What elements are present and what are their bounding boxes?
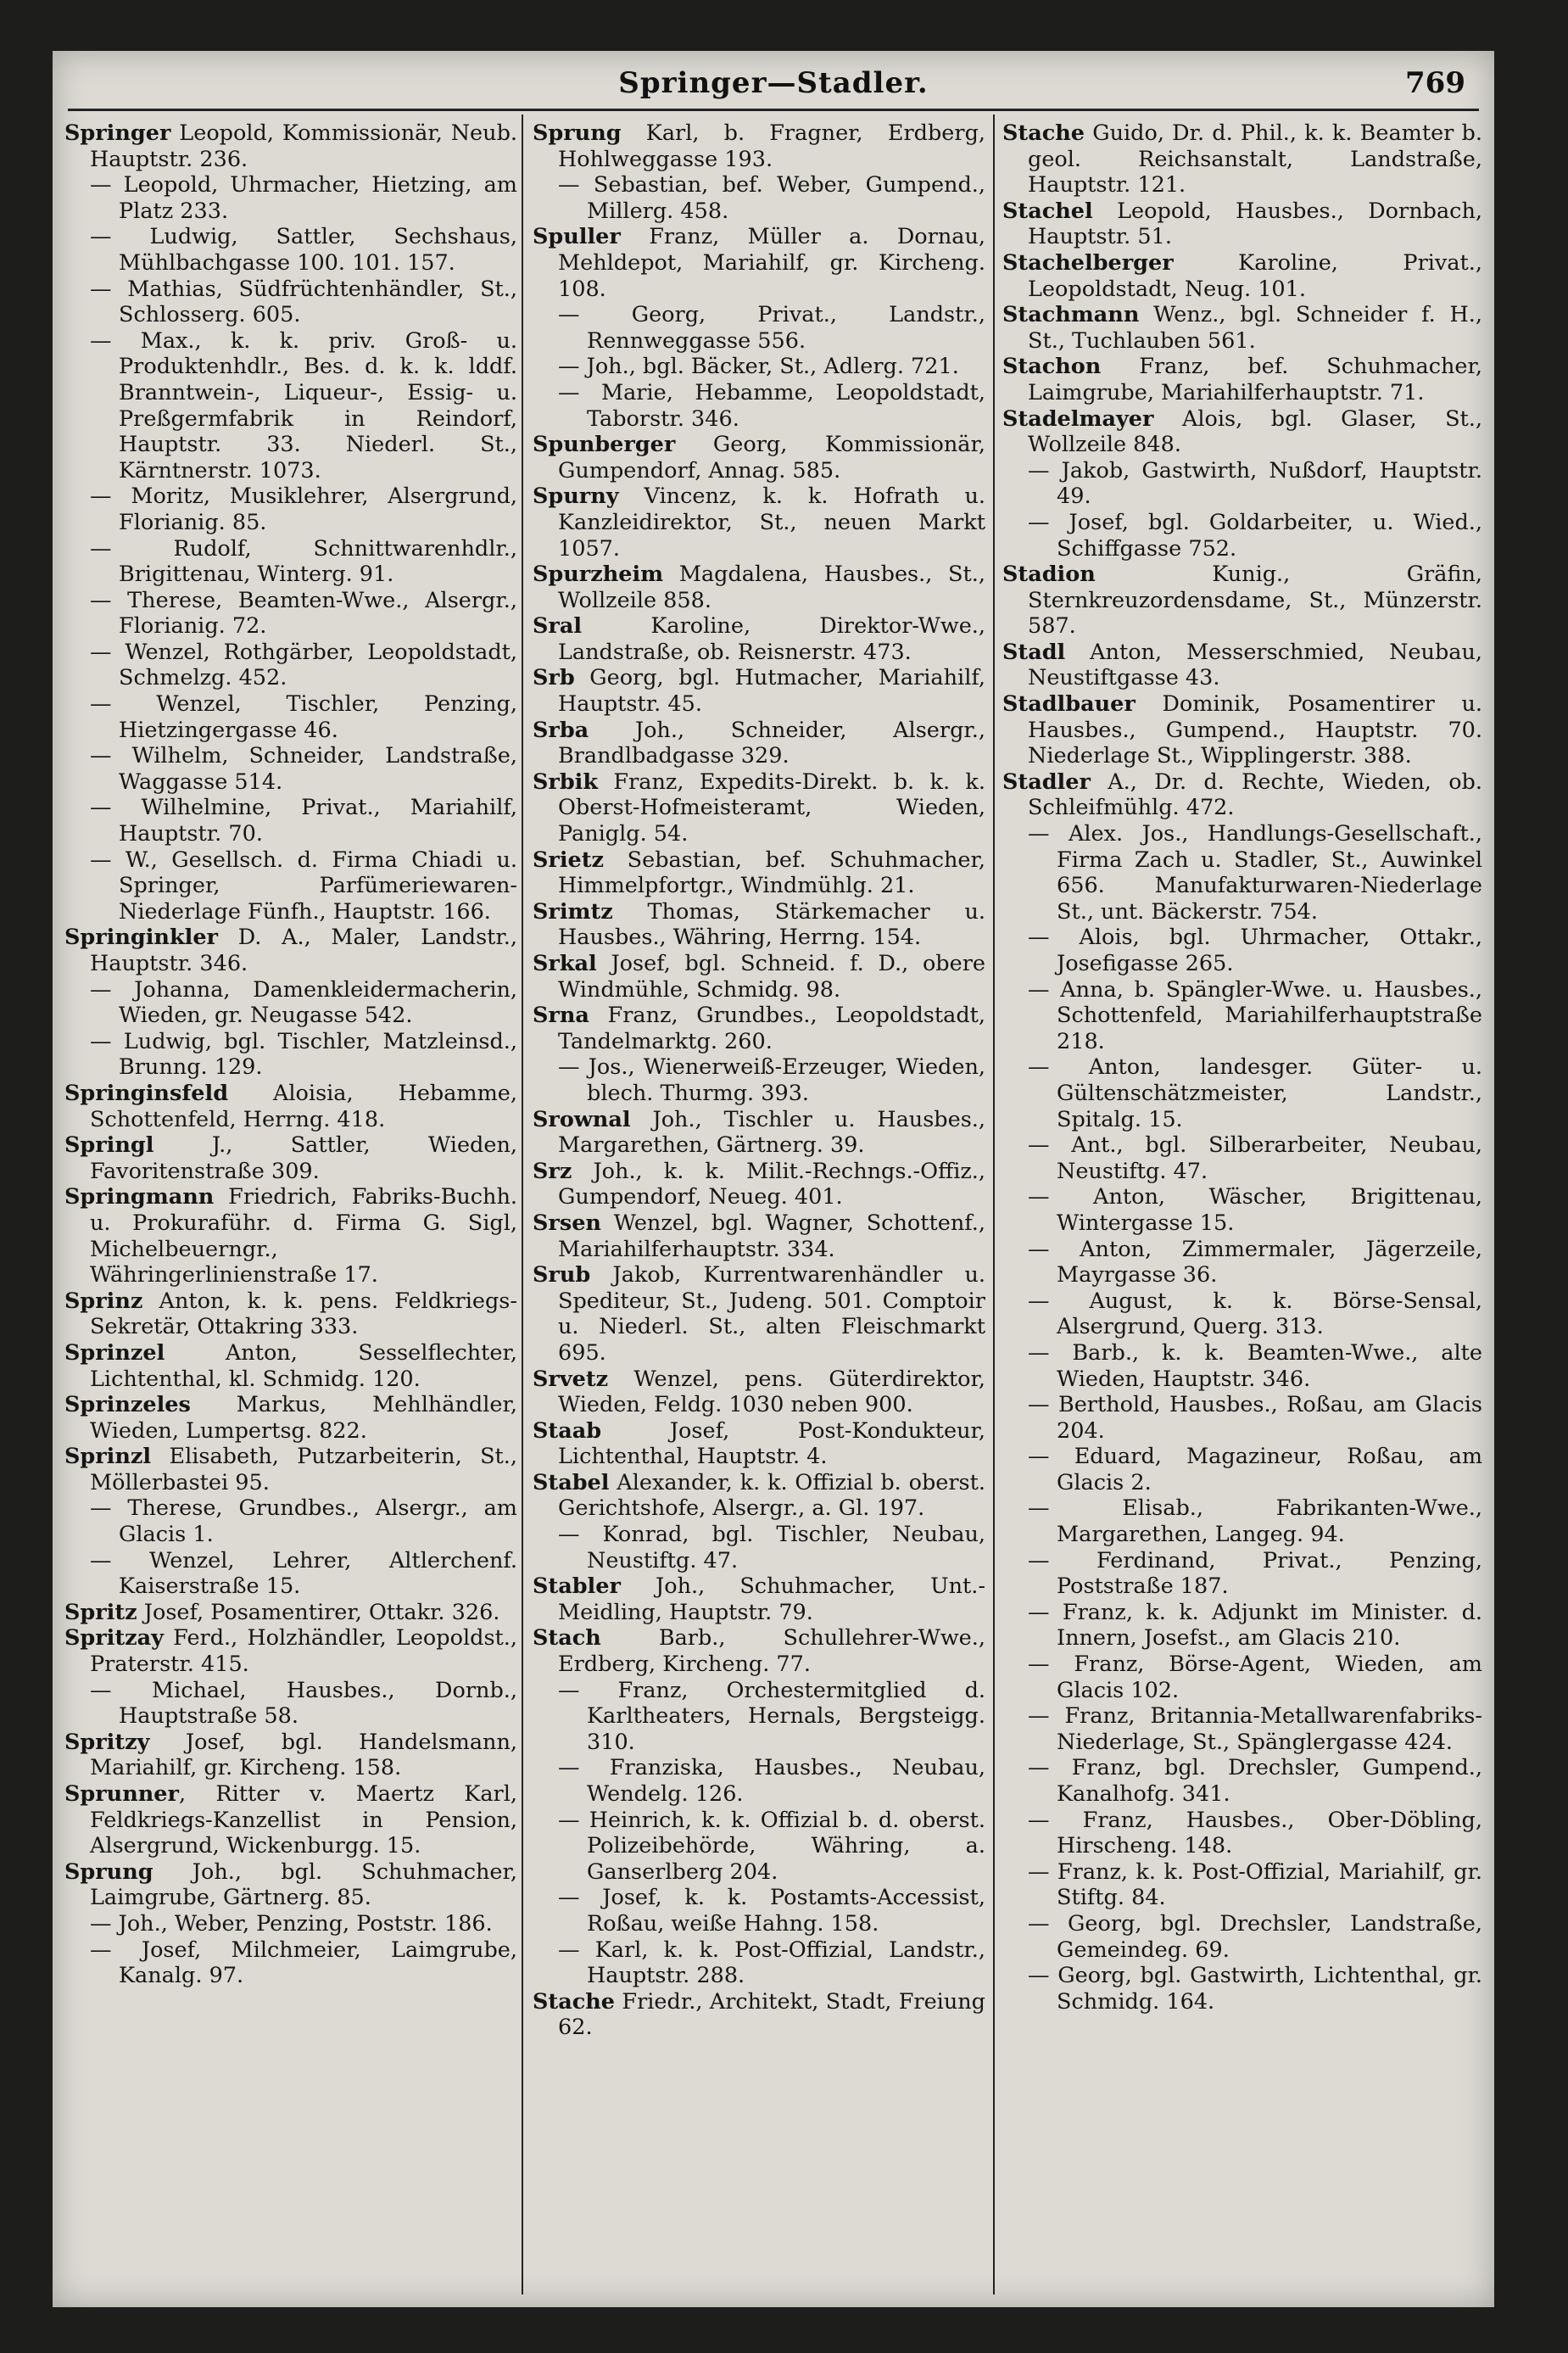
entry-surname: Sprung <box>64 1858 153 1885</box>
entry-details: Josef, Posamentirer, Ottakr. 326. <box>137 1599 500 1625</box>
entry-surname: Stadlbauer <box>1002 691 1136 718</box>
entry-details: Sebastian, bef. Schuhmacher, Himmelpfortgr., Windmühlg. 21. <box>558 847 985 899</box>
directory-entry <box>533 1210 985 1262</box>
entry-details: — Joh., bgl. Bäcker, St., Adlerg. 721. <box>558 354 959 380</box>
entry-surname: Srimtz <box>533 898 613 925</box>
directory-entry <box>533 120 985 172</box>
entry-details: Leopold, Kommissionär, Neub. Hauptstr. 236. <box>90 120 517 172</box>
entry-surname: Spuller <box>533 224 621 250</box>
directory-entry <box>1002 1237 1482 1288</box>
directory-entry <box>1002 1755 1482 1807</box>
directory-entry <box>533 354 985 380</box>
directory-entry <box>1002 1184 1482 1236</box>
entry-details: Magdalena, Hausbes., St., Wollzeile 858. <box>558 562 985 613</box>
directory-entry <box>64 743 517 795</box>
entry-surname: Stadl <box>1002 639 1066 665</box>
entry-details: — Barb., k. k. Beamten-Wwe., alte Wieden, Hauptstr. 346. <box>1028 1339 1482 1392</box>
entry-surname: Srbik <box>533 768 599 795</box>
entry-details: Anton, Sesselflechter, Lichtenthal, kl. Schmidg. 120. <box>90 1339 517 1392</box>
column-divider <box>993 115 995 2294</box>
directory-entry <box>533 951 985 1003</box>
directory-entry <box>1002 1911 1482 1963</box>
entry-details: — Georg, Privat., Landstr., Rennweggasse 556. <box>558 302 985 354</box>
directory-entry <box>533 847 985 899</box>
entry-details: — Ant., bgl. Silberarbeiter, Neubau, Neustiftg. 47. <box>1028 1132 1482 1184</box>
entry-details: Joh., Schneider, Alsergr., Brandlbadgasse 329. <box>558 717 985 769</box>
entry-surname: Srvetz <box>533 1366 609 1392</box>
directory-entry <box>533 1107 985 1159</box>
entry-surname: Stadion <box>1002 562 1096 588</box>
directory-entry <box>1002 354 1482 405</box>
column-2 <box>533 120 985 2300</box>
entry-surname: Stache <box>533 1988 616 2015</box>
entry-details: Vincenz, k. k. Hofrath u. Kanzleidirektor, St., neuen Markt 1057. <box>558 483 985 562</box>
entry-details: — Heinrich, k. k. Offizial b. d. oberst. Polizeibehörde, Währing, a. Ganserlberg 204. <box>558 1807 985 1885</box>
directory-entry <box>1002 1444 1482 1495</box>
entry-details: — Anton, Zimmermaler, Jägerzeile, Mayrgasse 36. <box>1028 1236 1482 1288</box>
entry-surname: Srownal <box>533 1106 631 1132</box>
entry-details: — Jakob, Gastwirth, Nußdorf, Hauptstr. 49. <box>1028 457 1482 510</box>
entry-details: Friedr., Architekt, Stadt, Freiung 62. <box>558 1988 985 2041</box>
entry-details: — Elisab., Fabrikanten-Wwe., Margarethen, Langeg. 94. <box>1028 1495 1482 1548</box>
directory-page <box>53 51 1494 2307</box>
directory-entry <box>533 1003 985 1054</box>
entry-details: — Ludwig, Sattler, Sechshaus, Mühlbachgasse 100. 101. 157. <box>90 224 517 276</box>
entry-surname: Sral <box>533 613 583 640</box>
entry-details: — Mathias, Südfrüchtenhändler, St., Schlosserg. 605. <box>90 276 517 328</box>
directory-entry <box>533 1522 985 1573</box>
entry-details: Franz, Müller a. Dornau, Mehldepot, Mariahilf, gr. Kircheng. 108. <box>558 224 985 302</box>
entry-surname: Spritzay <box>64 1625 164 1652</box>
entry-details: — Wenzel, Rothgärber, Leopoldstadt, Schmelzg. 452. <box>90 639 517 691</box>
directory-entry <box>64 1495 517 1547</box>
entry-surname: Stachelberger <box>1002 249 1174 276</box>
entry-surname: Srba <box>533 717 589 743</box>
directory-entry <box>533 665 985 717</box>
directory-entry <box>64 1081 517 1132</box>
directory-entry <box>1002 562 1482 640</box>
entry-details: — Josef, bgl. Goldarbeiter, u. Wied., Schiffgasse 752. <box>1028 509 1482 562</box>
entry-surname: Srz <box>533 1158 572 1184</box>
directory-entry <box>1002 1600 1482 1652</box>
entry-surname: Sprinzel <box>64 1339 165 1366</box>
directory-entry <box>1002 691 1482 769</box>
entry-details: J., Sattler, Wieden, Favoritenstraße 309. <box>90 1132 517 1184</box>
directory-entry <box>64 224 517 276</box>
entry-details: Jakob, Kurrentwarenhändler u. Spediteur, St., Judeng. 501. Comptoir u. Niederl. St., alten Fleischmarkt 695. <box>558 1262 985 1366</box>
entry-surname: Sprinzl <box>64 1444 152 1470</box>
entry-surname: Stachel <box>1002 198 1093 224</box>
entry-details: , Ritter v. Maertz Karl, Feldkriegs-Kanzellist in Pension, Alsergrund, Wickenburgg. 15. <box>90 1781 517 1859</box>
directory-entry <box>64 847 517 925</box>
entry-details: — Wilhelmine, Privat., Mariahilf, Hauptstr. 70. <box>90 795 517 847</box>
directory-entry <box>533 432 985 483</box>
entry-details: Barb., Schullehrer-Wwe., Erdberg, Kircheng. 77. <box>558 1625 985 1678</box>
entry-details: Anton, Messerschmied, Neubau, Neustiftgasse 43. <box>1028 639 1482 691</box>
column-1 <box>64 120 517 2300</box>
entry-details: Dominik, Posamentirer u. Hausbes., Gumpend., Hauptstr. 70. Niederlage St., Wipplingerstr. 388. <box>1028 691 1482 769</box>
entry-details: — Franz, Börse-Agent, Wieden, am Glacis 102. <box>1028 1652 1482 1703</box>
entry-details: — Marie, Hebamme, Leopoldstadt, Taborstr. 346. <box>558 379 985 432</box>
entry-details: — Wilhelm, Schneider, Landstraße, Waggasse 514. <box>90 743 517 795</box>
entry-details: — Berthold, Hausbes., Roßau, am Glacis 204. <box>1028 1392 1482 1444</box>
directory-entry <box>64 1625 517 1677</box>
entry-details: — W., Gesellsch. d. Firma Chiadi u. Springer, Parfümeriewaren-Niederlage Fünfh., Hauptstr. 166. <box>90 847 517 925</box>
directory-entry <box>64 120 517 172</box>
entry-surname: Sprinz <box>64 1288 143 1314</box>
entry-details: Josef, bgl. Schneid. f. D., obere Windmühle, Schmidg. 98. <box>558 951 985 1003</box>
directory-entry <box>64 1937 517 1989</box>
directory-entry <box>1002 1288 1482 1340</box>
entry-details: Markus, Mehlhändler, Wieden, Lumpertsg. 822. <box>90 1392 517 1444</box>
entry-surname: Sprunner <box>64 1781 179 1807</box>
directory-entry <box>1002 120 1482 198</box>
directory-entry <box>533 562 985 613</box>
column-3 <box>1002 120 1482 2300</box>
directory-entry <box>533 769 985 847</box>
entry-details: Josef, Post-Kondukteur, Lichtenthal, Hauptstr. 4. <box>558 1417 985 1470</box>
entry-details: Kunig., Gräfin, Sternkreuzordensdame, St., Münzerstr. 587. <box>1028 562 1482 640</box>
page-number: 769 <box>1405 66 1465 100</box>
entry-details: Karoline, Direktor-Wwe., Landstraße, ob. Reisnerstr. 473. <box>558 613 985 665</box>
entry-details: — Anton, Wäscher, Brigittenau, Wintergasse 15. <box>1028 1184 1482 1236</box>
directory-entry <box>64 1859 517 1911</box>
directory-entry <box>1002 1652 1482 1703</box>
entry-details: — Josef, Milchmeier, Laimgrube, Kanalg. 97. <box>90 1937 517 1989</box>
entry-surname: Spritz <box>64 1599 137 1625</box>
entry-details: — Ferdinand, Privat., Penzing, Poststraße 187. <box>1028 1547 1482 1600</box>
directory-entry <box>64 1600 517 1626</box>
directory-entry <box>1002 925 1482 976</box>
directory-entry <box>533 1418 985 1470</box>
directory-entry <box>533 1573 985 1625</box>
entry-details: — Eduard, Magazineur, Roßau, am Glacis 2. <box>1028 1444 1482 1495</box>
directory-entry <box>64 1678 517 1730</box>
directory-entry <box>64 277 517 328</box>
entry-details: — Wenzel, Lehrer, Altlerchenf. Kaiserstraße 15. <box>90 1547 517 1600</box>
entry-details: Georg, bgl. Hutmacher, Mariahilf, Hauptstr. 45. <box>558 665 985 718</box>
directory-entry <box>1002 821 1482 925</box>
entry-surname: Springinsfeld <box>64 1080 229 1106</box>
entry-details: Franz, Grundbes., Leopoldstadt, Tandelmarktg. 260. <box>558 1003 985 1054</box>
entry-surname: Spritzy <box>64 1729 150 1755</box>
directory-entry <box>64 977 517 1029</box>
entry-details: Joh., bgl. Schuhmacher, Laimgrube, Gärtnerg. 85. <box>90 1858 517 1911</box>
entry-details: — Anton, landesger. Güter- u. Gültenschätzmeister, Landstr., Spitalg. 15. <box>1028 1054 1482 1132</box>
directory-entry <box>64 1340 517 1392</box>
directory-entry <box>533 224 985 302</box>
directory-entry <box>64 1029 517 1081</box>
directory-entry <box>1002 977 1482 1055</box>
entry-details: — Wenzel, Tischler, Penzing, Hietzingergasse 46. <box>90 691 517 743</box>
directory-entry <box>64 1184 517 1288</box>
directory-entry <box>533 172 985 224</box>
directory-entry <box>64 691 517 743</box>
directory-entry <box>64 328 517 484</box>
entry-surname: Sprinzeles <box>64 1392 191 1418</box>
entry-surname: Sprung <box>533 120 622 146</box>
entry-surname: Stabel <box>533 1469 610 1495</box>
entry-surname: Stadler <box>1002 768 1091 795</box>
entry-details: — Konrad, bgl. Tischler, Neubau, Neustiftg. 47. <box>558 1522 985 1573</box>
directory-entry <box>533 1054 985 1106</box>
entry-details: — Joh., Weber, Penzing, Poststr. 186. <box>90 1910 493 1937</box>
entry-details: Franz, bef. Schuhmacher, Laimgrube, Mariahilferhauptstr. 71. <box>1028 354 1482 405</box>
directory-entry <box>533 613 985 665</box>
directory-entry <box>64 1548 517 1600</box>
entry-details: — Karl, k. k. Post-Offizial, Landstr., Hauptstr. 288. <box>558 1937 985 1989</box>
entry-surname: Spurzheim <box>533 562 664 588</box>
entry-details: Joh., Tischler u. Hausbes., Margarethen, Gärtnerg. 39. <box>558 1106 985 1159</box>
directory-entry <box>64 1781 517 1859</box>
directory-entry <box>1002 1392 1482 1444</box>
directory-entry <box>1002 510 1482 562</box>
entry-details: — Josef, k. k. Postamts-Accessist, Roßau, weiße Hahng. 158. <box>558 1885 985 1937</box>
entry-details: D. A., Maler, Landstr., Hauptstr. 346. <box>90 925 517 976</box>
entry-details: — Franz, k. k. Adjunkt im Minister. d. Innern, Josefst., am Glacis 210. <box>1028 1599 1482 1652</box>
directory-entry <box>64 1288 517 1340</box>
directory-entry <box>64 1730 517 1781</box>
entry-details: Friedrich, Fabriks-Buchh. u. Prokuraführ. d. Firma G. Sigl, Michelbeuerngr., Währingerlinienstraße 17. <box>90 1184 517 1288</box>
entry-surname: Srsen <box>533 1210 601 1236</box>
entry-details: — August, k. k. Börse-Sensal, Alsergrund, Querg. 313. <box>1028 1288 1482 1340</box>
entry-details: Wenzel, pens. Güterdirektor, Wieden, Feldg. 1030 neben 900. <box>558 1366 985 1418</box>
entry-details: Joh., k. k. Milit.-Rechngs.-Offiz., Gumpendorf, Neueg. 401. <box>558 1158 985 1210</box>
directory-entry <box>64 925 517 976</box>
entry-surname: Stabler <box>533 1573 621 1600</box>
entry-details: — Franz, Britannia-Metallwarenfabriks-Niederlage, St., Spänglergasse 424. <box>1028 1703 1482 1755</box>
entry-details: — Franz, bgl. Drechsler, Gumpend., Kanalhofg. 341. <box>1028 1755 1482 1807</box>
entry-details: Guido, Dr. d. Phil., k. k. Beamter b. geol. Reichsanstalt, Landstraße, Hauptstr. 121. <box>1028 120 1482 198</box>
entry-surname: Springmann <box>64 1184 215 1210</box>
entry-surname: Springer <box>64 120 171 146</box>
entry-details: Alexander, k. k. Offizial b. oberst. Gerichtshofe, Alsergr., a. Gl. 197. <box>558 1469 985 1522</box>
entry-surname: Staab <box>533 1417 602 1444</box>
entry-surname: Stach <box>533 1625 601 1652</box>
entry-surname: Stachmann <box>1002 302 1140 328</box>
directory-entry <box>1002 250 1482 302</box>
entry-details: — Therese, Beamten-Wwe., Alsergr., Florianig. 72. <box>90 587 517 640</box>
entry-details: Ferd., Holzhändler, Leopoldst., Praterstr. 415. <box>90 1625 517 1678</box>
directory-entry <box>1002 1703 1482 1755</box>
directory-entry <box>64 588 517 640</box>
column-divider <box>522 115 523 2294</box>
directory-entry <box>1002 458 1482 510</box>
directory-entry <box>1002 1808 1482 1859</box>
directory-entry <box>533 1367 985 1418</box>
entry-details: — Therese, Grundbes., Alsergr., am Glacis 1. <box>90 1495 517 1548</box>
entry-details: Karoline, Privat., Leopoldstadt, Neug. 101. <box>1028 249 1482 302</box>
entry-details: — Moritz, Musiklehrer, Alsergrund, Florianig. 85. <box>90 483 517 535</box>
directory-entry <box>533 1159 985 1210</box>
entry-details: Josef, bgl. Handelsmann, Mariahilf, gr. Kircheng. 158. <box>90 1729 517 1781</box>
directory-entry <box>1002 1340 1482 1392</box>
entry-details: Leopold, Hausbes., Dornbach, Hauptstr. 51. <box>1028 198 1482 250</box>
header-rule <box>68 109 1479 111</box>
directory-entry <box>533 302 985 354</box>
entry-details: — Franz, Orchestermitglied d. Karltheaters, Hernals, Bergsteigg. 310. <box>558 1677 985 1755</box>
entry-details: Aloisia, Hebamme, Schottenfeld, Herrng. 418. <box>90 1080 517 1132</box>
directory-entry <box>1002 769 1482 821</box>
entry-surname: Spurny <box>533 483 619 510</box>
entry-details: Franz, Expedits-Direkt. b. k. k. Oberst-Hofmeisteramt, Wieden, Paniglg. 54. <box>558 768 985 847</box>
directory-entry <box>64 536 517 588</box>
directory-entry <box>64 1392 517 1444</box>
directory-entry <box>64 1444 517 1495</box>
entry-surname: Stadelmayer <box>1002 405 1154 432</box>
directory-entry <box>1002 1495 1482 1547</box>
directory-entry <box>64 483 517 535</box>
entry-details: Karl, b. Fragner, Erdberg, Hohlweggasse 193. <box>558 120 985 172</box>
directory-entry <box>1002 1548 1482 1600</box>
entry-details: — Franz, k. k. Post-Offizial, Mariahilf, gr. Stiftg. 84. <box>1028 1858 1482 1911</box>
entry-details: — Michael, Hausbes., Dornb., Hauptstraße 58. <box>90 1677 517 1730</box>
directory-entry <box>1002 406 1482 458</box>
running-head: Springer—Stadler. <box>618 66 929 100</box>
entry-surname: Srkal <box>533 951 597 976</box>
entry-surname: Srna <box>533 1003 589 1029</box>
directory-entry <box>533 1470 985 1522</box>
directory-entry <box>533 1885 985 1937</box>
directory-entry <box>64 795 517 847</box>
directory-entry <box>533 380 985 432</box>
directory-entry <box>1002 640 1482 691</box>
directory-entry <box>533 483 985 562</box>
directory-entry <box>64 1911 517 1937</box>
entry-surname: Srb <box>533 665 575 691</box>
directory-entry <box>1002 1859 1482 1911</box>
directory-entry <box>533 718 985 769</box>
directory-entry <box>1002 1132 1482 1184</box>
entry-details: — Sebastian, bef. Weber, Gumpend., Millerg. 458. <box>558 172 985 224</box>
entry-details: — Ludwig, bgl. Tischler, Matzleinsd., Brunng. 129. <box>90 1028 517 1081</box>
directory-entry <box>1002 1054 1482 1132</box>
entry-surname: Spunberger <box>533 432 676 458</box>
entry-details: — Alois, bgl. Uhrmacher, Ottakr., Josefigasse 265. <box>1028 925 1482 976</box>
entry-details: — Jos., Wienerweiß-Erzeuger, Wieden, blech. Thurmg. 393. <box>558 1054 985 1106</box>
entry-details: — Georg, bgl. Drechsler, Landstraße, Gemeindeg. 69. <box>1028 1910 1482 1963</box>
entry-details: — Georg, bgl. Gastwirth, Lichtenthal, gr. Schmidg. 164. <box>1028 1963 1482 2015</box>
entry-details: Wenz., bgl. Schneider f. H., St., Tuchlauben 561. <box>1028 302 1482 354</box>
directory-entry <box>533 1678 985 1756</box>
directory-entry <box>533 1937 985 1989</box>
entry-details: A., Dr. d. Rechte, Wieden, ob. Schleifmühlg. 472. <box>1028 768 1482 821</box>
entry-surname: Srub <box>533 1262 591 1288</box>
entry-details: — Max., k. k. priv. Groß- u. Produktenhdlr., Bes. d. k. k. lddf. Branntwein-, Liqueur-, Essig- u. Preßgermfabrik in Reindorf, Hauptstr. 33. Niederl. St., Kärntnerstr. 1073. <box>90 327 517 483</box>
entry-details: Joh., Schuhmacher, Unt.-Meidling, Hauptstr. 79. <box>558 1573 985 1625</box>
directory-entry <box>533 1808 985 1886</box>
entry-surname: Stachon <box>1002 354 1102 380</box>
entry-details: — Alex. Jos., Handlungs-Gesellschaft., Firma Zach u. Stadler, St., Auwinkel 656. Manufakturwaren-Niederlage St., unt. Bäckerstr. 754. <box>1028 821 1482 925</box>
directory-entry <box>64 1132 517 1184</box>
directory-entry <box>533 1262 985 1366</box>
entry-details: Georg, Kommissionär, Gumpendorf, Annag. 585. <box>558 432 985 483</box>
directory-entry <box>1002 198 1482 250</box>
entry-surname: Srietz <box>533 847 605 873</box>
entry-surname: Springinkler <box>64 925 218 951</box>
directory-entry <box>533 1625 985 1677</box>
entry-details: — Anna, b. Spängler-Wwe. u. Hausbes., Schottenfeld, Mariahilferhauptstraße 218. <box>1028 976 1482 1054</box>
directory-entry <box>64 172 517 224</box>
directory-entry <box>1002 1963 1482 2015</box>
entry-details: — Leopold, Uhrmacher, Hietzing, am Platz 233. <box>90 172 517 224</box>
entry-details: Thomas, Stärkemacher u. Hausbes., Währing, Herrng. 154. <box>558 898 985 951</box>
directory-entry <box>1002 302 1482 354</box>
entry-details: — Franziska, Hausbes., Neubau, Wendelg. 126. <box>558 1755 985 1807</box>
directory-entry <box>533 1989 985 2041</box>
entry-details: Anton, k. k. pens. Feldkriegs-Sekretär, Ottakring 333. <box>90 1288 517 1340</box>
entry-details: — Franz, Hausbes., Ober-Döbling, Hirscheng. 148. <box>1028 1807 1482 1859</box>
entry-details: Wenzel, bgl. Wagner, Schottenf., Mariahilferhauptstr. 334. <box>558 1210 985 1262</box>
entry-surname: Stache <box>1002 120 1085 146</box>
directory-entry <box>533 899 985 951</box>
entry-surname: Springl <box>64 1132 154 1159</box>
directory-entry <box>64 640 517 691</box>
entry-details: Elisabeth, Putzarbeiterin, St., Möllerbastei 95. <box>90 1444 517 1495</box>
entry-details: — Rudolf, Schnittwarenhdlr., Brigittenau, Winterg. 91. <box>90 535 517 588</box>
entry-details: — Johanna, Damenkleidermacherin, Wieden, gr. Neugasse 542. <box>90 976 517 1029</box>
directory-entry <box>533 1755 985 1807</box>
entry-details: Alois, bgl. Glaser, St., Wollzeile 848. <box>1028 405 1482 458</box>
